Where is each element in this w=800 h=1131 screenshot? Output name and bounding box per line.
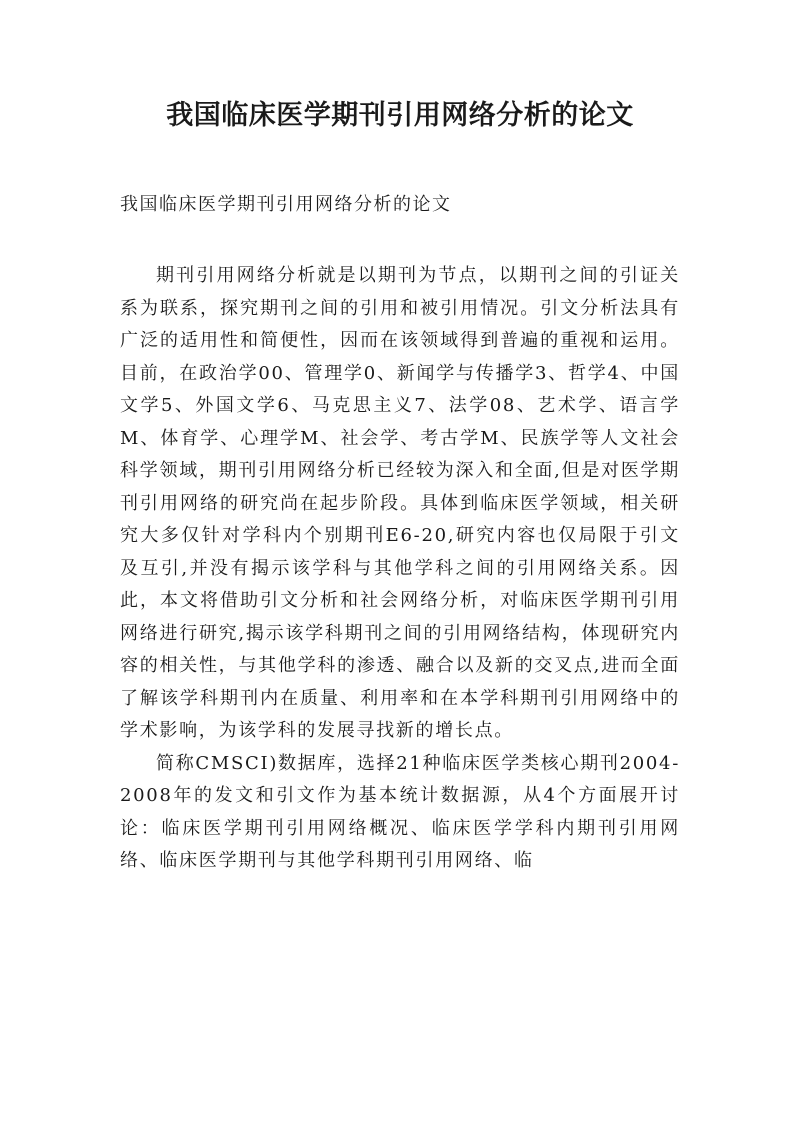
body-paragraph-2: 简称CMSCI)数据库，选择21种临床医学类核心期刊2004-2008年的发文和引文作为基本统计数据源，从4个方面展开讨论：临床医学期刊引用网络概况、临床医学学科内期刊引用网络、临床医学期刊与其他学科期刊引用网络、临 xyxy=(120,752,680,871)
document-title: 我国临床医学期刊引用网络分析的论文 xyxy=(166,100,634,131)
document-subtitle: 我国临床医学期刊引用网络分析的论文 xyxy=(120,194,452,215)
body-paragraph-1: 期刊引用网络分析就是以期刊为节点，以期刊之间的引证关系为联系，探究期刊之间的引用和被引用情况。引文分析法具有广泛的适用性和简便性，因而在该领域得到普遍的重视和运用。目前，在政治学00、管理学0、新闻学与传播学3、哲学4、中国文学5、外国文学6、马克思主义7、法学08、艺术学、语言学M、体育学、心理学M、社会学、考古学M、民族学等人文社会科学领域，期刊引用网络分析已经较为深入和全面,但是对医学期刊引用网络的研究尚在起步阶段。具体到临床医学领域，相关研究大多仅针对学科内个别期刊E6-20,研究内容也仅局限于引文及互引,并没有揭示该学科与其他学科之间的引用网络关系。因此，本文将借助引文分析和社会网络分析，对临床医学期刊引用网络进行研究,揭示该学科期刊之间的引用网络结构，体现研究内容的相关性，与其他学科的渗透、融合以及新的交叉点,进而全面了解该学科期刊内在质量、利用率和在本学科期刊引用网络中的学术影响，为该学科的发展寻找新的增长点。 xyxy=(120,265,680,741)
document-body xyxy=(120,260,680,878)
